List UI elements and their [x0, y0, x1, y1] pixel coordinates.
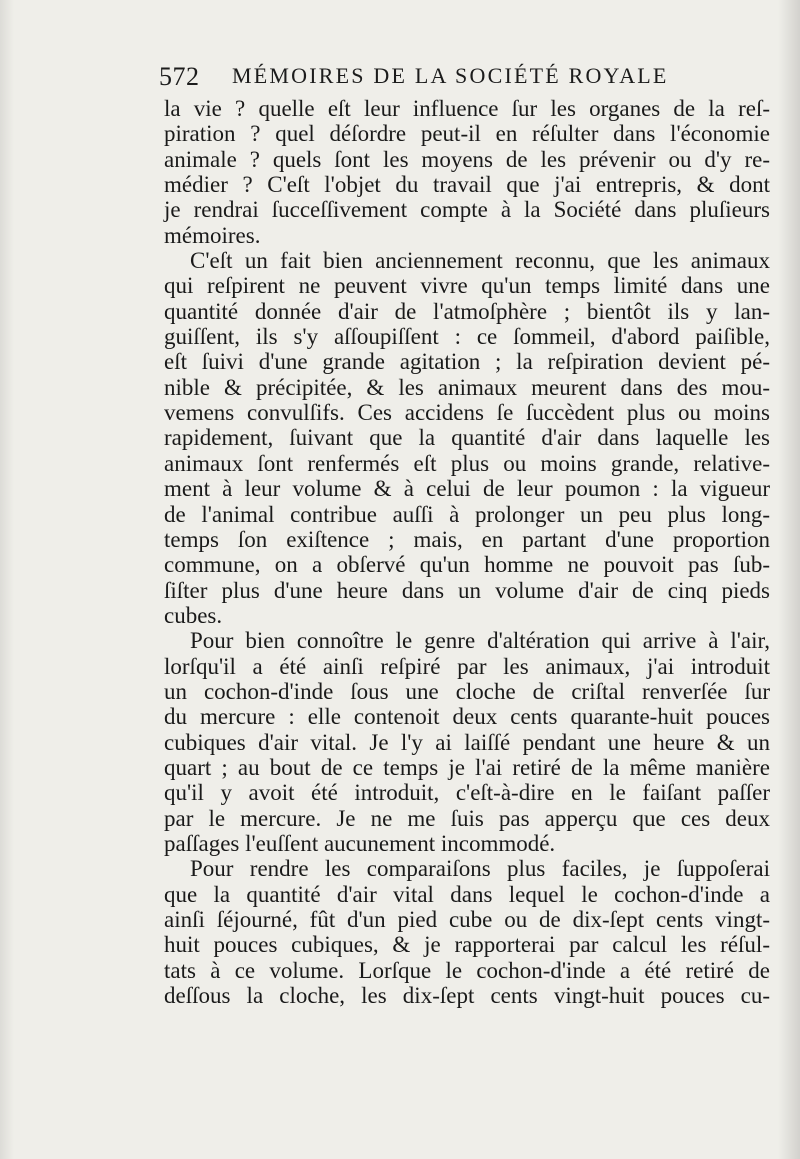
body-text [164, 96, 770, 1008]
text-line: par le mercure. Je ne me ſuis pas apperçu que ces deux [164, 805, 770, 831]
text-line: guiſſent, ils s'y aſſoupiſſent : ce ſommeil, d'abord paiſible, [164, 324, 770, 350]
text-line: quart ; au bout de ce temps je l'ai retiré de la même manière [164, 754, 770, 780]
text-line: qu'il y avoit été introduit, c'eſt-à-dire en le faiſant paſſer [164, 780, 770, 806]
text-line: lorſqu'il a été ainſi reſpiré par les animaux, j'ai introduit [164, 653, 770, 679]
text-line: que la quantité d'air vital dans lequel le cochon-d'inde a [164, 881, 770, 907]
text-line: vemens convulſifs. Ces accidens ſe ſuccèdent plus ou moins [164, 400, 770, 426]
text-line: cubiques d'air vital. Je l'y ai laiſſé pendant une heure & un [164, 729, 770, 755]
text-line: médier ? C'eſt l'objet du travail que j'ai entrepris, & dont [164, 172, 770, 198]
text-line: qui reſpirent ne peuvent vivre qu'un temps limité dans une [164, 273, 770, 299]
text-line: animale ? quels ſont les moyens de les prévenir ou d'y re- [164, 146, 770, 172]
text-line: ſiſter plus d'une heure dans un volume d'air de cinq pieds [164, 577, 770, 603]
text-line: cubes. [164, 602, 223, 628]
text-line: du mercure : elle contenoit deux cents quarante-huit pouces [164, 704, 770, 730]
text-line: ment à leur volume & à celui de leur poumon : la vigueur [164, 476, 770, 502]
text-line: huit pouces cubiques, & je rapporterai par calcul les réſul- [164, 932, 770, 958]
text-line: je rendrai ſucceſſivement compte à la Société dans pluſieurs [164, 197, 770, 223]
text-line: tats à ce volume. Lorſque le cochon-d'inde a été retiré de [164, 957, 770, 983]
text-line: de l'animal contribue auſſi à prolonger un peu plus long- [164, 501, 770, 527]
text-line: la vie ? quelle eſt leur influence ſur les organes de la reſ- [164, 96, 770, 121]
page-header [159, 62, 719, 98]
text-line: deſſous la cloche, les dix-ſept cents vingt-huit pouces cu- [164, 983, 770, 1009]
text-line: un cochon-d'inde ſous une cloche de criſtal renverſée ſur [164, 678, 770, 704]
text-line: nible & précipitée, & les animaux meurent dans des mou- [164, 374, 770, 400]
text-line: C'eſt un fait bien anciennement reconnu, que les animaux [190, 248, 770, 274]
text-line: Pour rendre les comparaiſons plus faciles, je ſuppoſerai [190, 856, 770, 882]
text-line: paſſages l'euſſent aucunement incommodé. [164, 830, 556, 856]
text-line: animaux ſont renfermés eſt plus ou moins grande, relative- [164, 450, 770, 476]
text-line: eſt ſuivi d'une grande agitation ; la reſpiration devient pé- [164, 349, 770, 375]
text-line: Pour bien connoître le genre d'altération qui arrive à l'air, [190, 628, 770, 654]
running-head: MÉMOIRES DE LA SOCIÉTÉ ROYALE [232, 63, 669, 88]
text-line: mémoires. [164, 222, 261, 248]
page-number: 572 [159, 62, 200, 91]
text-line: quantité donnée d'air de l'atmoſphère ; bientôt ils y lan- [164, 298, 770, 324]
text-line: commune, on a obſervé qu'un homme ne pouvoit pas ſub- [164, 552, 770, 578]
text-line: piration ? quel déſordre peut-il en réſulter dans l'économie [164, 121, 770, 147]
text-line: ainſi ſéjourné, fût d'un pied cube ou de dix-ſept cents vingt- [164, 907, 770, 932]
text-line: rapidement, ſuivant que la quantité d'air dans laquelle les [164, 425, 770, 451]
text-line: temps ſon exiſtence ; mais, en partant d'une proportion [164, 526, 770, 552]
